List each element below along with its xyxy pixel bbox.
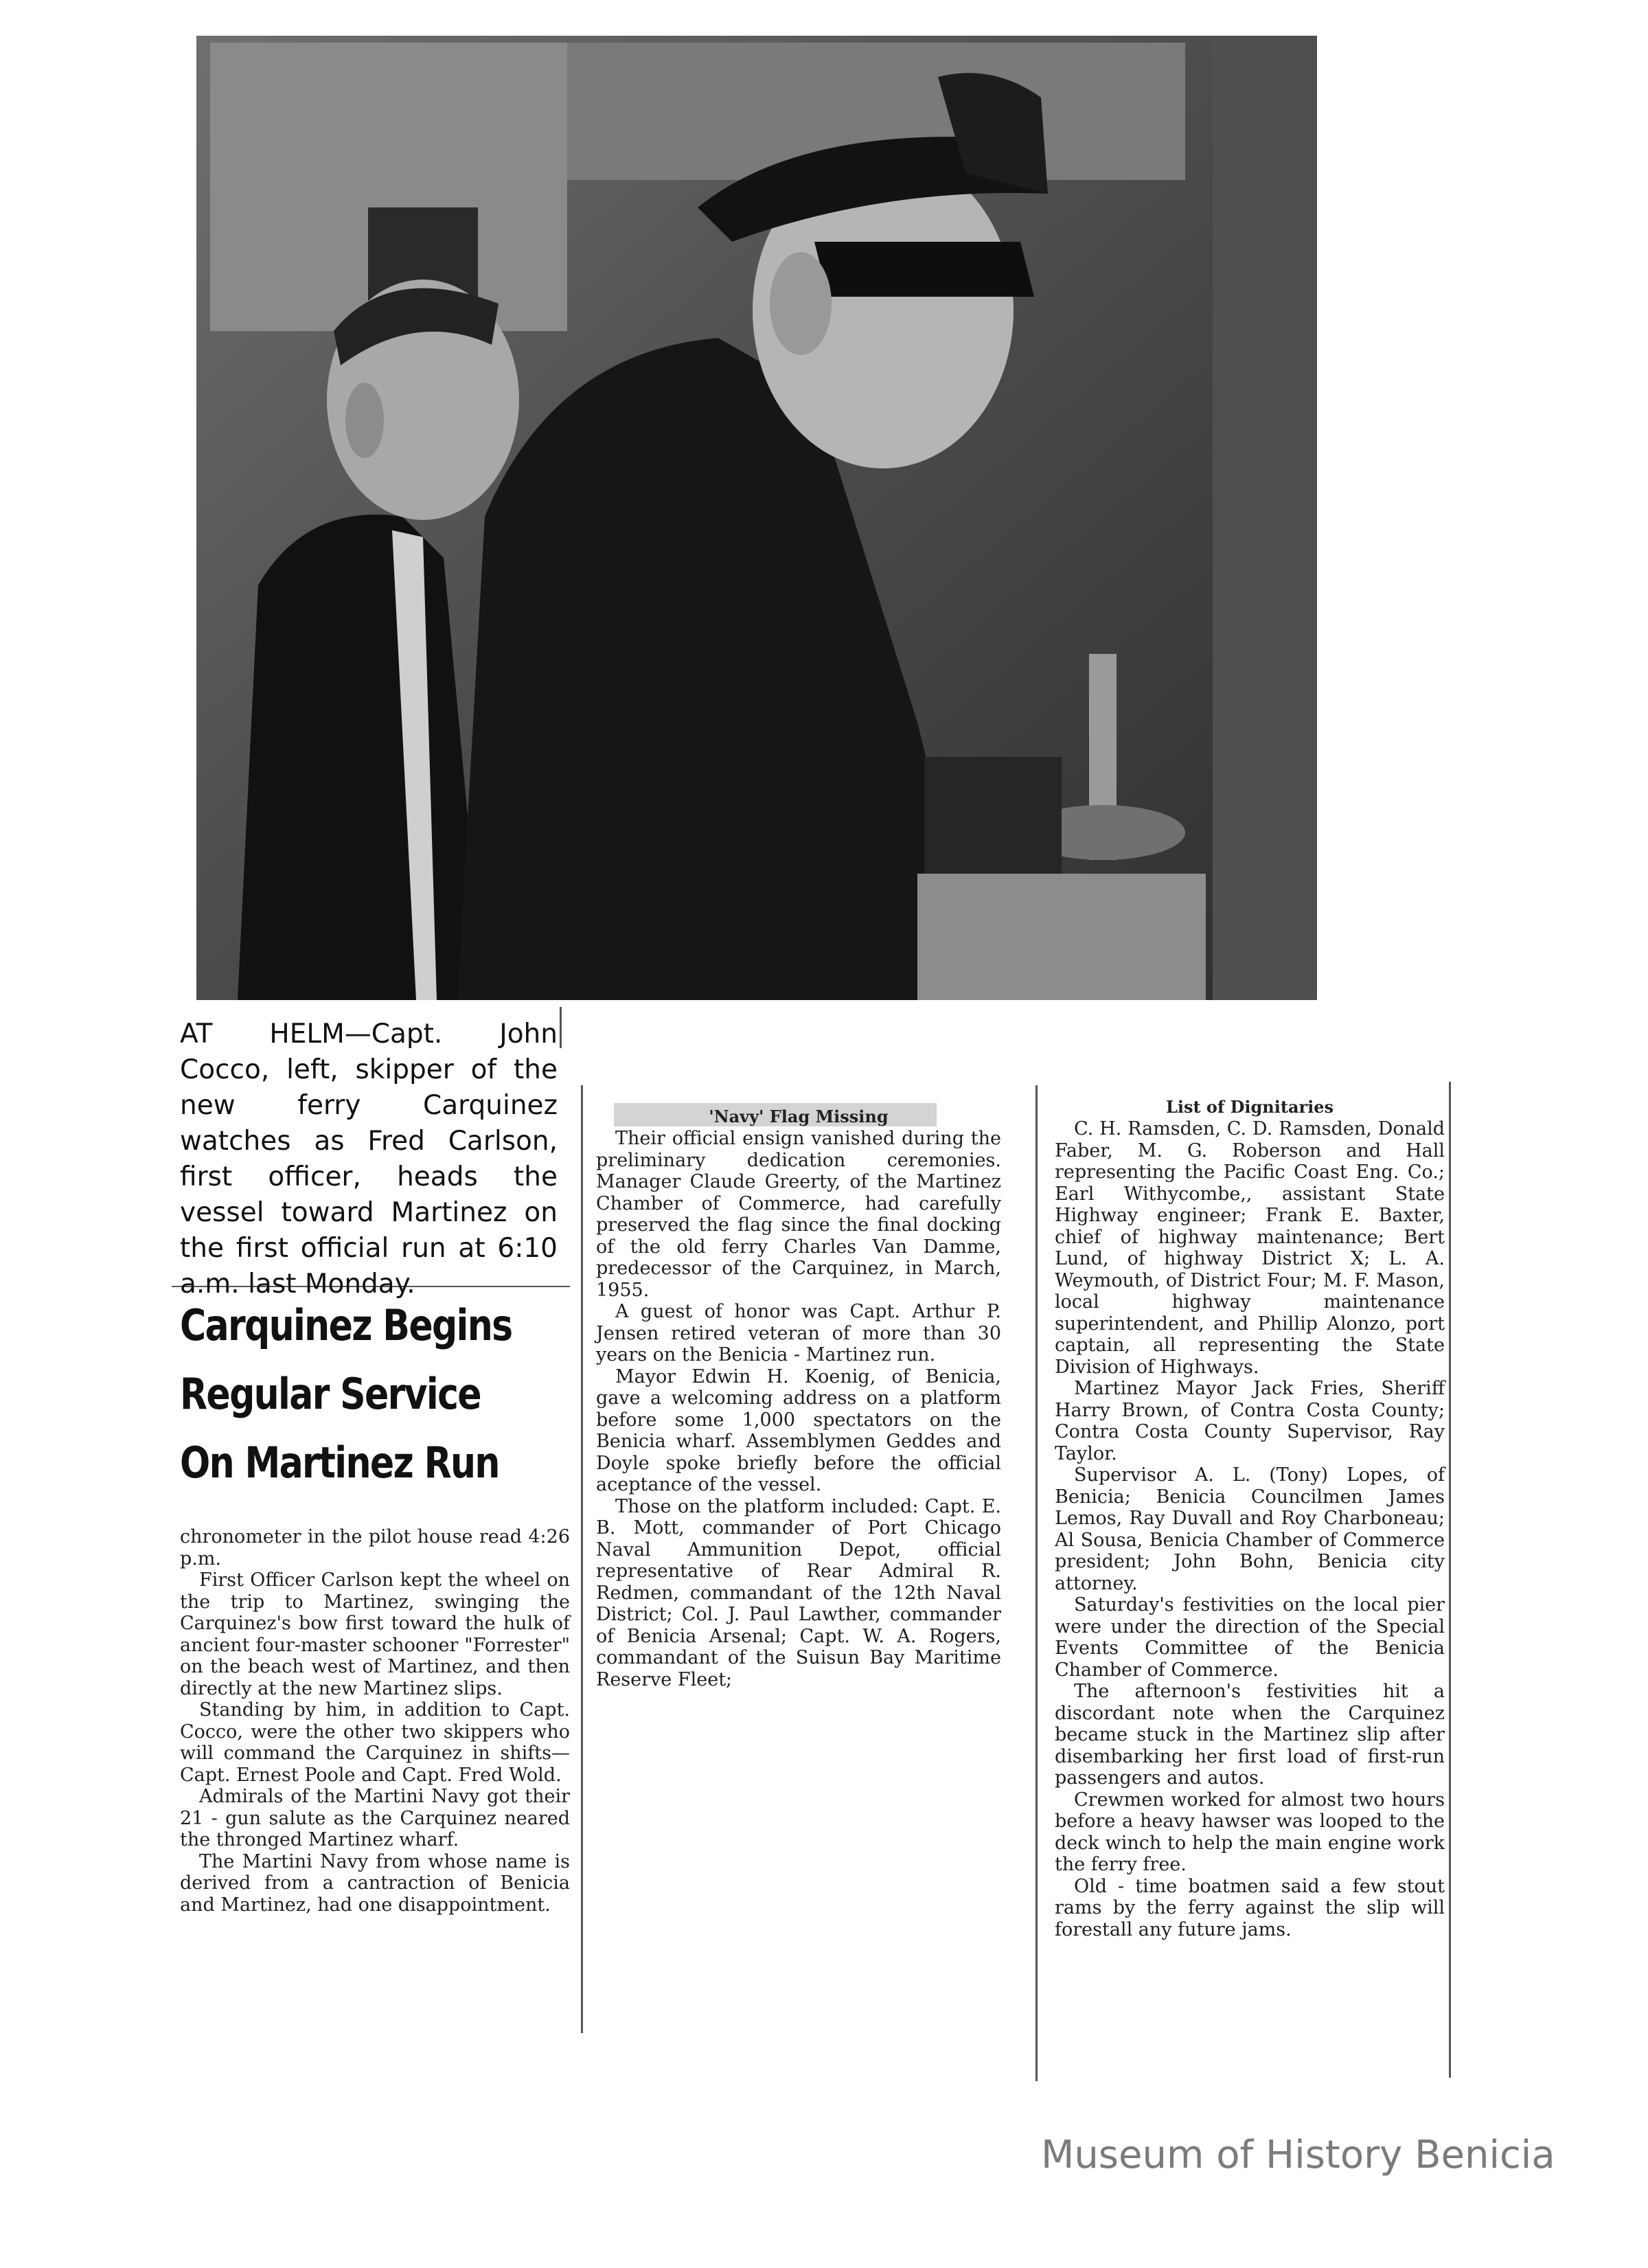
paragraph: Saturday's festivities on the local pier were under the direction of the Special Events Committee of the Benicia Chamber of Commerce. — [1055, 1594, 1445, 1681]
museum-watermark: Museum of History Benicia — [1041, 2133, 1555, 2177]
column-rule — [1035, 1085, 1038, 2081]
article-headline — [180, 1291, 512, 1497]
article-column-3 — [1055, 1098, 1445, 1940]
column-rule — [1449, 1082, 1451, 2078]
headline-line: On Martinez Run — [180, 1438, 499, 1488]
paragraph: Old - time boatmen said a few stout rams by the ferry against the slip will forestall any future jams. — [1055, 1875, 1445, 1940]
photo-caption: AT HELM—Capt. John Cocco, left, skipper of the new ferry Carquinez watches as Fred Carlson, first officer, heads the vessel toward Martinez on the first official run at 6:10 a.m. last Monday. — [180, 1019, 558, 1300]
paragraph: The afternoon's festivities hit a discordant note when the Carquinez became stuck in the Martinez slip after disembarking her first load of first-run passengers and autos. — [1055, 1681, 1445, 1789]
paragraph: Their official ensign vanished during the preliminary dedication ceremonies. Manager Claude Greerty, of the Martinez Chamber of Commerce, had carefully preserved the flag since the final docking of the old ferry Charles Van Damme, predecessor of the Carquinez, in March, 1955. — [596, 1128, 1001, 1301]
photo-illustration — [196, 36, 1317, 1000]
news-photo — [196, 36, 1317, 1000]
paragraph: C. H. Ramsden, C. D. Ramsden, Donald Faber, M. G. Roberson and Hall representing the Pacific Coast Eng. Co.; Earl Withycombe,, assistant State Highway engineer; Frank E. Baxter, chief of highway maintenance; Bert Lund, of highway District X; L. A. Weymouth, of District Four; M. F. Mason, local highway maintenance superintendent, and Phillip Alonzo, port captain, all representing the State Division of Highways. — [1055, 1118, 1445, 1378]
paragraph: Mayor Edwin H. Koenig, of Benicia, gave a welcoming address on a platform before some 1,000 spectators on the Benicia wharf. Assemblymen Geddes and Doyle spoke briefly before the official aceptance of the vessel. — [596, 1365, 1001, 1495]
paragraph: Crewmen worked for almost two hours before a heavy hawser was looped to the deck winch to help the main engine work the ferry free. — [1055, 1789, 1445, 1875]
paragraph: Those on the platform included: Capt. E. B. Mott, commander of Port Chicago Naval Ammunition Depot, official representative of Rear Admiral R. Redmen, commandant of the 12th Naval District; Col. J. Paul Lawther, commander of Benicia Arsenal; Capt. W. A. Rogers, commandant of the Suisun Bay Maritime Reserve Fleet; — [596, 1495, 1001, 1690]
column-subhead: 'Navy' Flag Missing — [709, 1107, 889, 1126]
paragraph: Martinez Mayor Jack Fries, Sheriff Harry Brown, of Contra Costa County; Contra Costa County Supervisor, Ray Taylor. — [1055, 1378, 1445, 1464]
paragraph: A guest of honor was Capt. Arthur P. Jensen retired veteran of more than 30 years on the Benicia - Martinez run. — [596, 1301, 1001, 1365]
paragraph: Supervisor A. L. (Tony) Lopes, of Benicia; Benicia Councilmen James Lemos, Ray Duvall and Roy Charboneau; Al Sousa, Benicia Chamber of Commerce president; John Bohn, Benicia city attorney. — [1055, 1464, 1445, 1594]
article-column-2 — [596, 1107, 1001, 1690]
headline-line: Regular Service — [180, 1369, 481, 1419]
headline-line: Carquinez Begins — [180, 1300, 512, 1350]
paragraph: chronometer in the pilot house read 4:26 p.m. — [180, 1526, 570, 1569]
article-column-1 — [180, 1526, 570, 1916]
column-rule — [560, 1007, 562, 1048]
paragraph: Admirals of the Martini Navy got their 21 - gun salute as the Carquinez neared the thronged Martinez wharf. — [180, 1786, 570, 1850]
paragraph: First Officer Carlson kept the wheel on the trip to Martinez, swinging the Carquinez's bow first toward the hulk of ancient four-master schooner "Forrester" on the beach west of Martinez, and then directly at the new Martinez slips. — [180, 1569, 570, 1699]
column-subhead: List of Dignitaries — [1165, 1097, 1334, 1117]
paragraph: The Martini Navy from whose name is derived from a cantraction of Benicia and Martinez, had one disappointment. — [180, 1850, 570, 1916]
column-rule — [581, 1085, 583, 2033]
paragraph: Standing by him, in addition to Capt. Cocco, were the other two skippers who will command the Carquinez in shifts—Capt. Ernest Poole and Capt. Fred Wold. — [180, 1699, 570, 1786]
